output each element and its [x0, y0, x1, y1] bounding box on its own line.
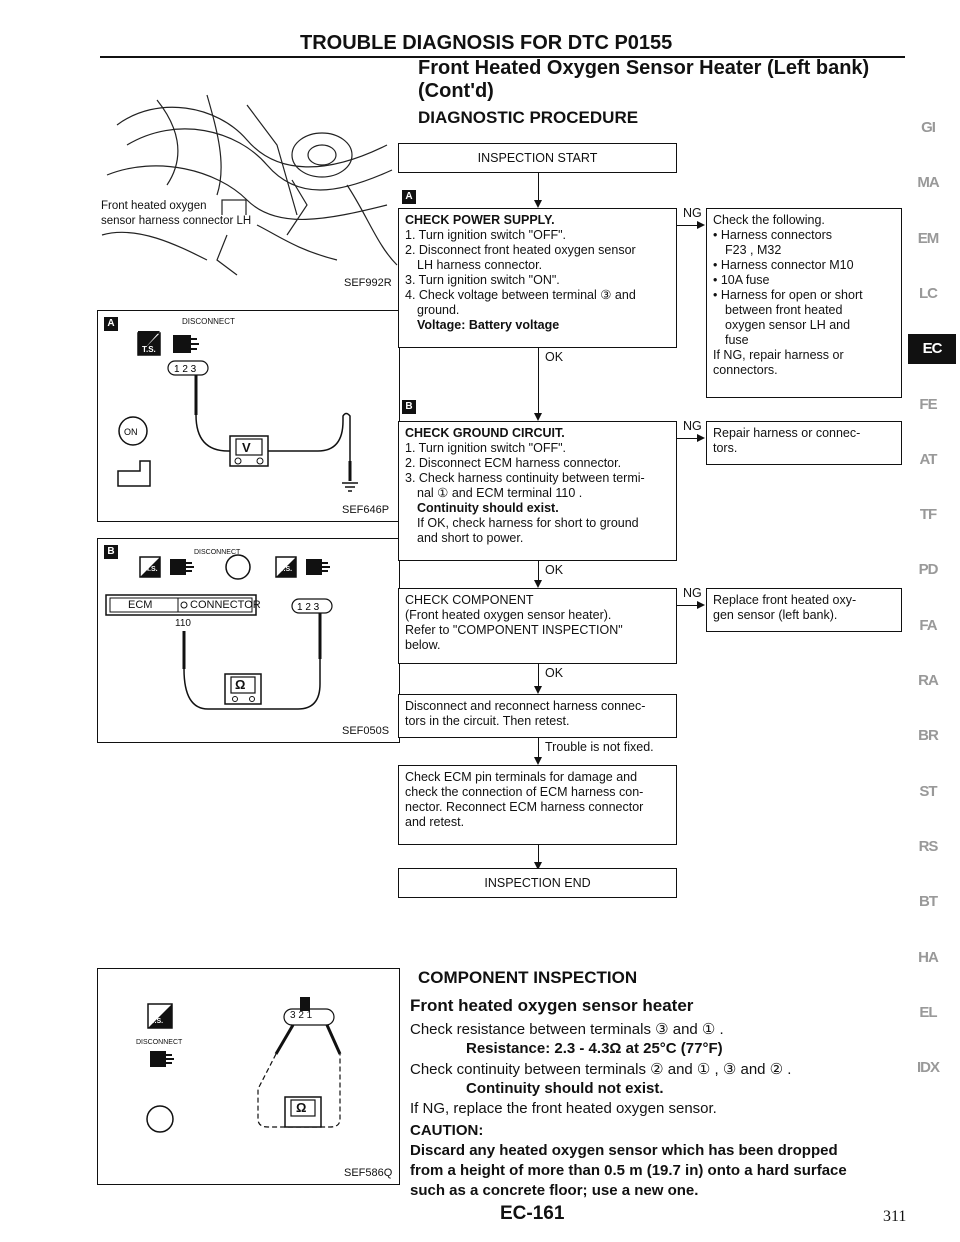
figure-b-mark: B	[104, 545, 118, 559]
flow-arrow	[534, 200, 542, 208]
pin-label: 110	[175, 618, 191, 629]
flow-arrow	[534, 686, 542, 694]
flow-start-box: INSPECTION START	[398, 143, 677, 173]
step-a-heading: CHECK POWER SUPPLY.	[405, 213, 555, 227]
svg-text:1 2 3: 1 2 3	[174, 364, 197, 375]
section-subtitle-line1: Front Heated Oxygen Sensor Heater (Left bank)	[418, 57, 870, 79]
ok-label: OK	[545, 666, 564, 680]
ng-a-line: F23 , M32	[725, 243, 782, 257]
step-a-line: Voltage: Battery voltage	[417, 318, 560, 332]
step-e-line: nector. Reconnect ECM harness connector	[405, 800, 644, 814]
ng-a-line: connectors.	[713, 363, 778, 377]
tab-st[interactable]: ST	[919, 782, 937, 800]
ng-a-line: If NG, repair harness or	[713, 348, 844, 362]
ng-a-line: between front heated	[725, 303, 843, 317]
diagnostic-procedure-heading: DIAGNOSTIC PROCEDURE	[418, 108, 639, 127]
flow-arrow	[534, 413, 542, 421]
caution-line: from a height of more than 0.5 m (19.7 in) onto a hard surface	[410, 1162, 847, 1179]
step-b-box	[398, 421, 677, 561]
step-b-line: nal ① and ECM terminal 110 .	[417, 486, 583, 500]
step-c-line: (Front heated oxygen sensor heater).	[405, 608, 612, 622]
svg-text:1 2 3: 1 2 3	[297, 602, 320, 613]
tab-br[interactable]: BR	[918, 727, 938, 745]
component-line: Check continuity between terminals ② and ① , ③ and ② .	[410, 1061, 792, 1078]
step-c-line: CHECK COMPONENT	[405, 593, 534, 607]
connector-pins-label: 3 2 1	[290, 1010, 313, 1021]
tab-gi[interactable]: GI	[921, 119, 935, 136]
flow-arrow	[697, 434, 705, 442]
figure-code: SEF050S	[342, 725, 390, 737]
ts-label: T.S.	[151, 1018, 164, 1025]
hs-label: H.S.	[144, 566, 158, 573]
flow-arrow	[534, 580, 542, 588]
step-d-line: tors in the circuit. Then retest.	[405, 714, 570, 728]
trouble-label: Trouble is not fixed.	[545, 740, 654, 754]
step-b-line: 2. Disconnect ECM harness connector.	[405, 456, 622, 470]
tab-idx[interactable]: IDX	[916, 1059, 939, 1077]
tab-ha[interactable]: HA	[918, 948, 938, 966]
tab-tf[interactable]: TF	[919, 506, 937, 524]
ng-label: NG	[683, 419, 702, 433]
tab-fa[interactable]: FA	[919, 616, 937, 634]
engine-illustration	[97, 85, 400, 295]
step-b-line: 3. Check harness continuity between termi-	[405, 471, 645, 485]
tab-ma[interactable]: MA	[917, 174, 939, 192]
ecm-label: ECM	[128, 599, 153, 611]
caution-heading: CAUTION:	[410, 1122, 484, 1139]
step-b-heading: CHECK GROUND CIRCUIT.	[405, 426, 565, 440]
flow-arrow	[697, 221, 705, 229]
figure-code: SEF992R	[344, 277, 392, 289]
tab-rs[interactable]: RS	[918, 837, 938, 855]
step-b-line: and short to power.	[417, 531, 524, 545]
tab-em[interactable]: EM	[917, 229, 939, 247]
ng-a-line: • 10A fuse	[713, 273, 770, 287]
ohmmeter-icon: Ω	[296, 1100, 307, 1115]
ng-c-box	[706, 588, 902, 632]
figure-code: SEF646P	[342, 504, 390, 516]
ng-a-line: • Harness connectors	[713, 228, 833, 242]
ng-b-box	[706, 421, 902, 465]
ng-a-line: oxygen sensor LH and	[725, 318, 851, 332]
ng-c-line: gen sensor (left bank).	[713, 608, 838, 622]
ok-label: OK	[545, 563, 564, 577]
ok-label: OK	[545, 350, 564, 364]
connector-label: CONNECTOR	[190, 599, 261, 611]
flow-arrow	[534, 757, 542, 765]
step-e-line: Check ECM pin terminals for damage and	[405, 770, 638, 784]
ng-a-line: • Harness for open or short	[713, 288, 863, 302]
figure-harness-connector	[97, 85, 400, 295]
ohmmeter-icon: Ω	[235, 677, 246, 692]
ng-b-line: tors.	[713, 441, 738, 455]
figure-caption-line2: sensor harness connector LH	[101, 215, 252, 227]
page-code: EC-161	[500, 1203, 565, 1224]
ng-label: NG	[683, 586, 702, 600]
ng-label: NG	[683, 206, 702, 220]
step-a-line: 3. Turn ignition switch "ON".	[405, 273, 560, 287]
step-d-box	[398, 694, 677, 738]
step-c-box	[398, 588, 677, 664]
step-e-box	[398, 765, 677, 845]
component-line: Continuity should not exist.	[466, 1080, 664, 1097]
disconnect-label: DISCONNECT	[136, 1039, 183, 1046]
figure-a-mark: A	[104, 317, 118, 331]
step-b-line: If OK, check harness for short to ground	[417, 516, 639, 530]
step-d-line: Disconnect and reconnect harness connec-	[405, 699, 646, 713]
ng-a-line: Check the following.	[713, 213, 825, 227]
tab-fe[interactable]: FE	[919, 395, 937, 413]
step-a-line: 4. Check voltage between terminal ③ and	[405, 288, 636, 302]
step-a-box	[398, 208, 677, 348]
step-a-mark: A	[402, 190, 416, 204]
component-line: Resistance: 2.3 - 4.3Ω at 25°C (77°F)	[466, 1040, 723, 1057]
step-c-line: below.	[405, 638, 441, 652]
step-b-mark: B	[402, 400, 416, 414]
page-number: 311	[883, 1208, 907, 1225]
step-e-line: check the connection of ECM harness con-	[405, 785, 644, 799]
step-a-line: 2. Disconnect front heated oxygen sensor	[405, 243, 636, 257]
flow-arrow	[697, 601, 705, 609]
ng-c-line: Replace front heated oxy-	[713, 593, 857, 607]
caution-line: Discard any heated oxygen sensor which has been dropped	[410, 1142, 838, 1159]
component-inspection-heading: COMPONENT INSPECTION	[418, 968, 638, 987]
tab-ra[interactable]: RA	[918, 672, 938, 689]
figure-caption-line1: Front heated oxygen	[101, 200, 207, 212]
component-line: If NG, replace the front heated oxygen sensor.	[410, 1100, 717, 1117]
resistance-check-diagram	[98, 969, 401, 1186]
figure-code: SEF586Q	[344, 1167, 393, 1179]
tab-lc[interactable]: LC	[919, 284, 937, 302]
svg-text:T.S.: T.S.	[142, 345, 156, 354]
ng-b-line: Repair harness or connec-	[713, 426, 861, 440]
tab-el[interactable]: EL	[919, 1003, 937, 1021]
voltage-check-diagram	[98, 311, 401, 523]
svg-text:ON: ON	[124, 427, 138, 437]
flow-connector	[538, 173, 539, 203]
figure-b-continuity-check	[97, 538, 400, 743]
step-e-line: and retest.	[405, 815, 465, 829]
flow-end-box: INSPECTION END	[398, 868, 677, 898]
tab-at[interactable]: AT	[919, 450, 937, 468]
step-a-line: LH harness connector.	[417, 258, 543, 272]
figure-component-inspection	[97, 968, 400, 1185]
step-c-line: Refer to "COMPONENT INSPECTION"	[405, 623, 623, 637]
ng-a-line: • Harness connector M10	[713, 258, 854, 272]
caution-line: such as a concrete floor; use a new one.	[410, 1182, 699, 1199]
ts-label: T.S.	[280, 566, 293, 573]
component-line: Check resistance between terminals ③ and ① .	[410, 1021, 724, 1038]
step-b-line: Continuity should exist.	[417, 501, 559, 515]
ng-a-box	[706, 208, 902, 398]
ng-a-line: fuse	[725, 333, 749, 347]
tab-pd[interactable]: PD	[918, 561, 938, 579]
figure-a-voltage-check	[97, 310, 400, 522]
disconnect-label: DISCONNECT	[182, 317, 235, 326]
component-subheading: Front heated oxygen sensor heater	[410, 996, 694, 1015]
tab-ec[interactable]: EC	[908, 334, 956, 364]
disconnect-label: DISCONNECT	[194, 549, 241, 556]
step-a-line: ground.	[417, 303, 460, 317]
section-subtitle-line2: (Cont'd)	[418, 80, 494, 102]
step-a-line: 1. Turn ignition switch "OFF".	[405, 228, 567, 242]
step-b-line: 1. Turn ignition switch "OFF".	[405, 441, 567, 455]
voltmeter-icon: V	[242, 440, 251, 455]
flow-connector	[538, 348, 539, 418]
tab-bt[interactable]: BT	[919, 893, 937, 911]
page-title: TROUBLE DIAGNOSIS FOR DTC P0155	[300, 32, 673, 54]
